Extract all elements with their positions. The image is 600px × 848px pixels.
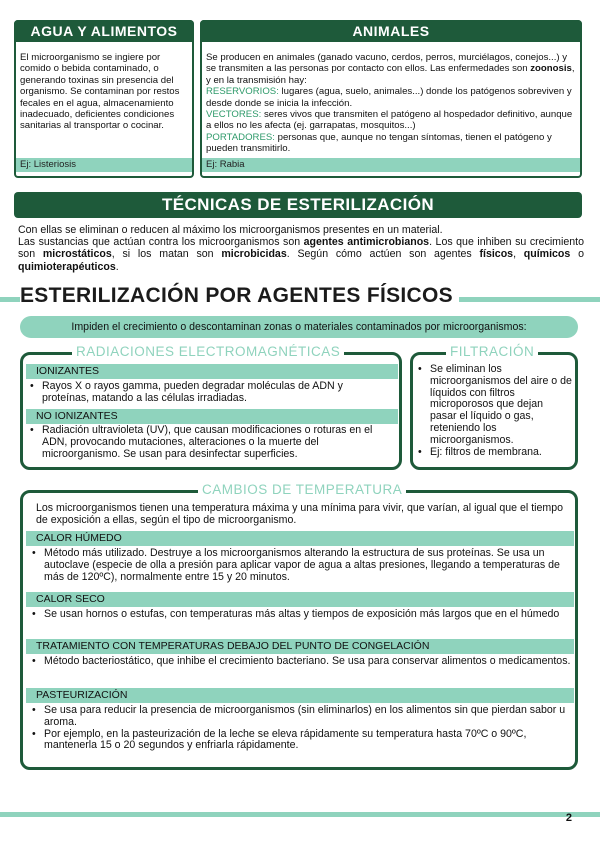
calor-seco-label: CALOR SECO: [26, 592, 574, 607]
calor-seco-list: [32, 609, 572, 621]
tecnicas-keyword: químicos: [523, 248, 571, 261]
vectores-text: seres vivos que transmiten el patógeno al hospedador definitivo, aunque a ellos no les afecta (ej. garrapatas, mosquitos...): [206, 109, 573, 132]
congelacion-list: [32, 656, 572, 668]
filtracion-item-1: • Se eliminan los microorganismos del aire o de líquidos con filtros microporosos que dejan pasar el líquido o gas, reteniendo los microorganismos.: [418, 364, 572, 447]
tecnicas-title: TÉCNICAS DE ESTERILIZACIÓN: [161, 195, 435, 214]
tecnicas-text: ,: [513, 248, 524, 261]
fisicos-pill: Impiden el crecimiento o descontaminan zonas o materiales contaminados por microorganismos:: [20, 316, 578, 338]
radiaciones-title: RADIACIONES ELECTROMAGNÉTICAS: [72, 344, 344, 359]
temperatura-intro: Los microorganismos tienen una temperatura máxima y una mínima para vivir, que varían, al igual que el tiempo de exposición a ellas, según el tipo de microorganismo.: [36, 502, 564, 527]
fisicos-title: ESTERILIZACIÓN POR AGENTES FÍSICOS: [20, 284, 459, 308]
page-number: 2: [565, 812, 572, 824]
congelacion-item: • Método bacteriostático, que inhibe el crecimiento bacteriano. Se usa para conservar alimentos o medicamentos.: [32, 656, 572, 668]
tecnicas-text: .: [115, 260, 119, 273]
tecnicas-keyword: microstáticos: [42, 248, 112, 261]
tecnicas-keyword: agentes antimicrobianos: [303, 236, 430, 249]
agua-alimentos-box: [14, 20, 194, 178]
portadores-label: PORTADORES:: [206, 131, 275, 143]
calor-seco-item: • Se usan hornos o estufas, con temperaturas más altas y tiempos de exposición más largos que en el húmedo: [32, 609, 572, 621]
agua-alimentos-example: Ej: Listeriosis: [16, 158, 192, 172]
tecnicas-text: Las sustancias que actúan contra los microorganismos son: [18, 236, 304, 249]
filtracion-item-2: • Ej: filtros de membrana.: [418, 447, 572, 459]
filtracion-list: [418, 364, 572, 458]
ionizantes-item: • Rayos X o rayos gamma, pueden degradar moléculas de ADN y proteínas, matando a las células irradiadas.: [30, 381, 390, 405]
tecnicas-keyword: físicos: [479, 248, 514, 261]
reservorios-label: RESERVORIOS:: [206, 86, 279, 98]
tecnicas-keyword: quimioterapéuticos: [18, 260, 116, 273]
tecnicas-text: , si los matan son: [111, 248, 222, 261]
footer-stripe: [0, 812, 600, 817]
portadores-text: personas que, aunque no tengan síntomas, tienen el patógeno y pueden transmitirlo.: [206, 131, 552, 155]
agua-alimentos-text: El microorganismo se ingiere por comido o bebida contaminado, o generando toxinas sin presencia del organismo. Se contaminan por restos fecales en el agua, almacenamiento inadecuado, deficientes condiciones sanitarias al transportar o cocinar.: [20, 52, 180, 132]
congelacion-label: TRATAMIENTO CON TEMPERATURAS DEBAJO DEL PUNTO DE CONGELACIÓN: [26, 639, 574, 654]
tecnicas-keyword: microbicidas: [221, 248, 287, 261]
calor-humedo-item: • Método más utilizado. Destruye a los microorganismos alterando la estructura de sus proteínas. Se usa un autoclave (especie de olla a presión para aplicar vapor de agua a altas presiones, llegando a temperaturas de más de 120ºC), normalmente entre 15 y 20 minutos.: [32, 548, 572, 583]
filtracion-title: FILTRACIÓN: [446, 344, 538, 359]
animales-text: [206, 52, 578, 155]
no-ionizantes-label: NO IONIZANTES: [26, 409, 398, 424]
temperatura-title: CAMBIOS DE TEMPERATURA: [198, 482, 406, 497]
agua-alimentos-title: AGUA Y ALIMENTOS: [14, 20, 194, 42]
tecnicas-text: o: [570, 248, 584, 261]
ionizantes-label: IONIZANTES: [26, 364, 398, 379]
tecnicas-paragraph: [18, 224, 584, 273]
calor-humedo-list: [32, 548, 572, 583]
tecnicas-banner: [14, 192, 582, 218]
vectores-label: VECTORES:: [206, 109, 262, 121]
tecnicas-text: . Los que inhiben su crecimiento son: [18, 236, 584, 261]
no-ionizantes-list: [30, 425, 390, 460]
pasteurizacion-item-1: • Se usa para reducir la presencia de microorganismos (sin eliminarlos) en los alimentos sin que pierdan sabor u aroma.: [32, 705, 572, 729]
animales-intro-end: , y en la transmisión hay:: [206, 63, 575, 86]
pasteurizacion-label: PASTEURIZACIÓN: [26, 688, 574, 703]
animales-intro: Se producen en animales (ganado vacuno, cerdos, perros, murciélagos, conejos...) y se transmiten a las personas por contacto con ellos. Las enfermedades son: [206, 52, 568, 75]
animales-title: ANIMALES: [200, 20, 582, 42]
animales-example: Ej: Rabia: [202, 158, 580, 172]
ionizantes-list: [30, 381, 390, 405]
calor-humedo-label: CALOR HÚMEDO: [26, 531, 574, 546]
tecnicas-line1: Con ellas se eliminan o reducen al máximo los microorganismos presentes en un material.: [18, 224, 443, 236]
reservorios-text: lugares (agua, suelo, animales...) donde los patógenos sobreviven y desde donde se inicia la infección.: [206, 86, 572, 109]
animales-zoonosis: zoonosis: [530, 63, 572, 75]
pasteurizacion-item-2: • Por ejemplo, en la pasteurización de la leche se eleva rápidamente su temperatura hasta 70ºC o 90ºC, mantenerla 15 o 20 segundos y enfriarla rápidamente.: [32, 729, 572, 753]
tecnicas-text: . Según cómo actúen son agentes: [286, 248, 480, 261]
animales-box: [200, 20, 582, 178]
pasteurizacion-list: [32, 705, 572, 752]
no-ionizantes-item: • Radiación ultravioleta (UV), que causan modificaciones o roturas en el ADN, provocando mutaciones, alteraciones o la muerte del microorganismo. Se usan para desinfectar superficies.: [30, 425, 390, 460]
